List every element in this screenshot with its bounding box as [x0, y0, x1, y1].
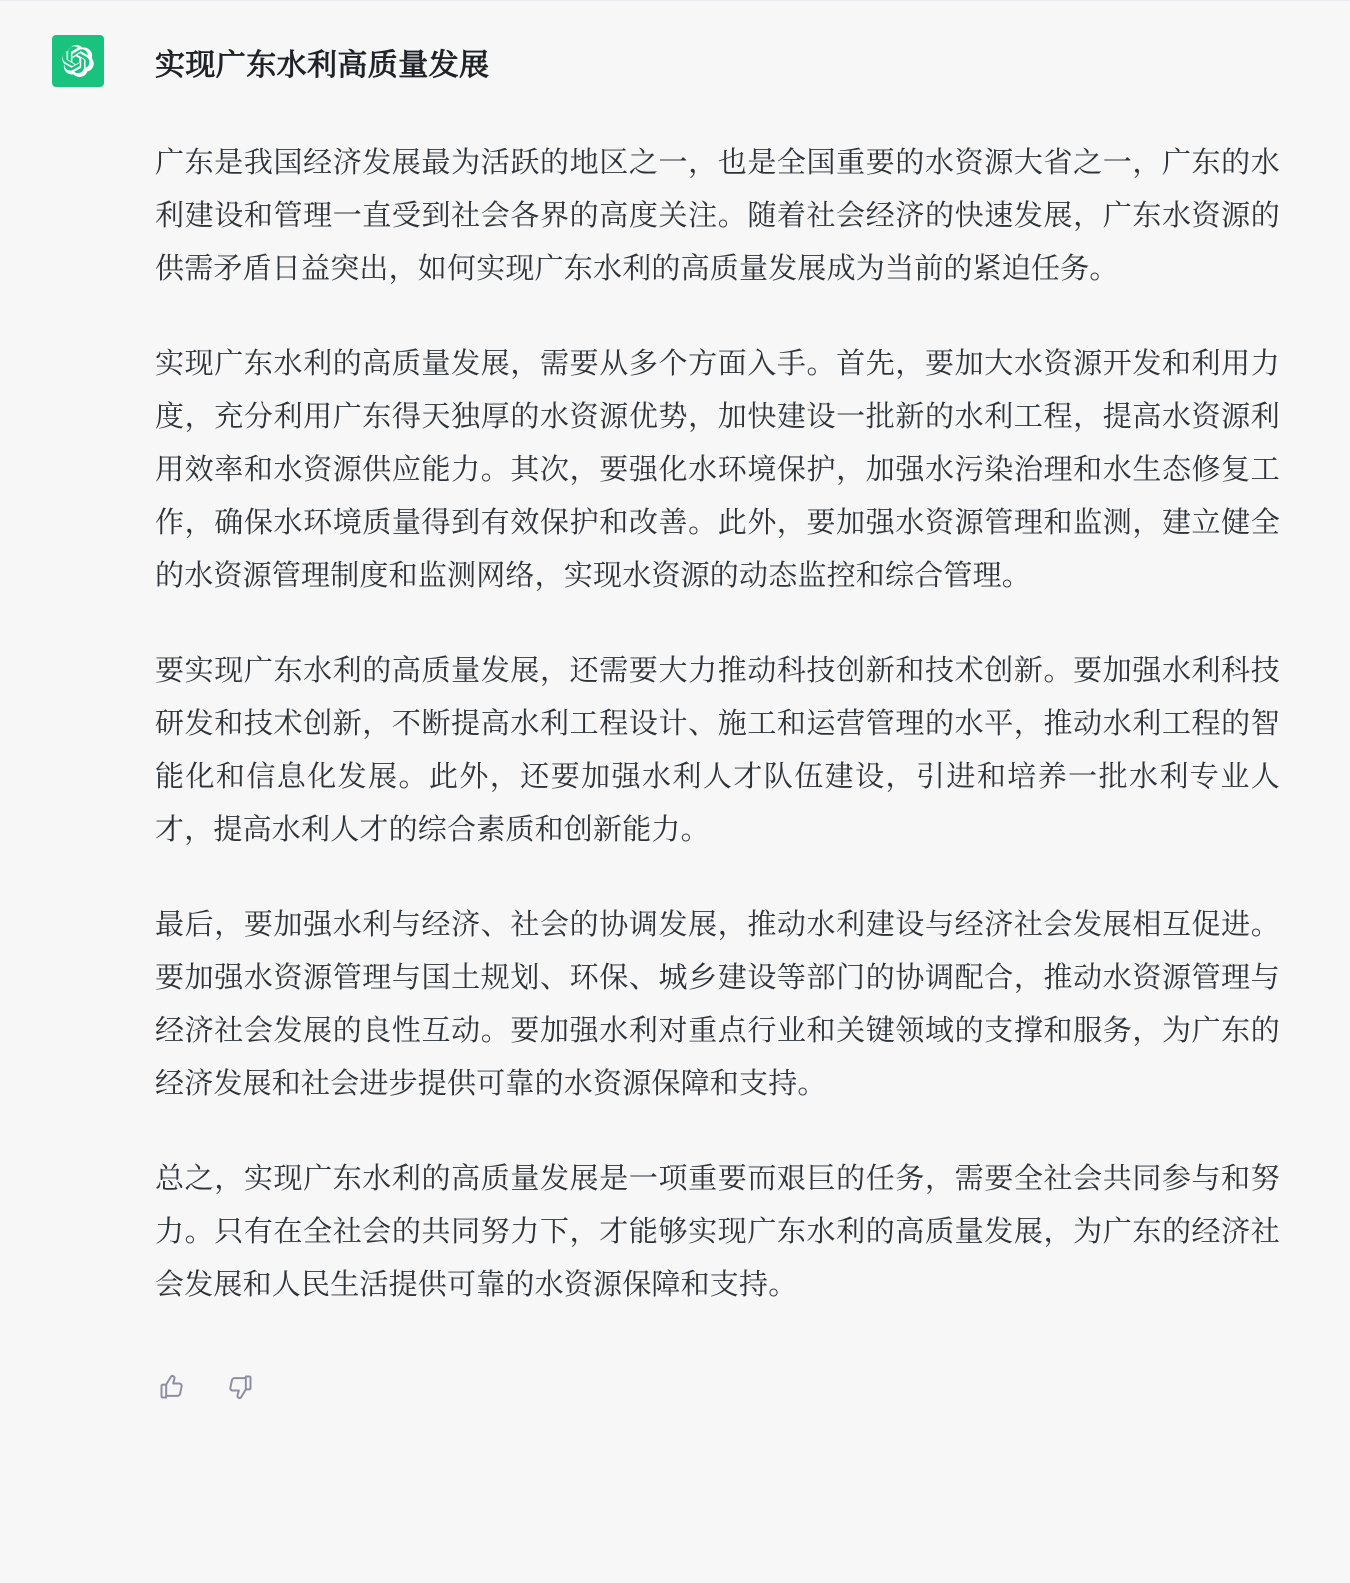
openai-logo-icon	[62, 45, 94, 77]
message-inner	[0, 31, 1350, 1444]
message-paragraph-4: 最后，要加强水利与经济、社会的协调发展，推动水利建设与经济社会发展相互促进。要加强水资源管理与国土规划、环保、城乡建设等部门的协调配合，推动水资源管理与经济社会发展的良性互动。要加强水利对重点行业和关键领域的支撑和服务，为广东的经济发展和社会进步提供可靠的水资源保障和支持。	[155, 909, 1280, 1100]
thumbs-up-icon	[158, 1373, 186, 1401]
thumbs-down-icon	[226, 1373, 254, 1401]
message-paragraph-1: 广东是我国经济发展最为活跃的地区之一，也是全国重要的水资源大省之一，广东的水利建设和管理一直受到社会各界的高度关注。随着社会经济的快速发展，广东水资源的供需矛盾日益突出，如何实现广东水利的高质量发展成为当前的紧迫任务。	[155, 147, 1280, 285]
message-paragraph-3: 要实现广东水利的高质量发展，还需要大力推动科技创新和技术创新。要加强水利科技研发和技术创新，不断提高水利工程设计、施工和运营管理的水平，推动水利工程的智能化和信息化发展。此外，还要加强水利人才队伍建设，引进和培养一批水利专业人才，提高水利人才的综合素质和创新能力。	[155, 655, 1280, 846]
thumbs-up-button[interactable]	[155, 1370, 189, 1404]
message-actions	[155, 1370, 1280, 1444]
thumbs-down-button[interactable]	[223, 1370, 257, 1404]
assistant-avatar	[52, 35, 104, 87]
message-content	[155, 31, 1280, 1444]
message-title: 实现广东水利高质量发展	[155, 49, 490, 82]
message-paragraph-2: 实现广东水利的高质量发展，需要从多个方面入手。首先，要加大水资源开发和利用力度，充分利用广东得天独厚的水资源优势，加快建设一批新的水利工程，提高水资源利用效率和水资源供应能力。其次，要强化水环境保护，加强水污染治理和水生态修复工作，确保水环境质量得到有效保护和改善。此外，要加强水资源管理和监测，建立健全的水资源管理制度和监测网络，实现水资源的动态监控和综合管理。	[155, 348, 1280, 592]
message-paragraph-5: 总之，实现广东水利的高质量发展是一项重要而艰巨的任务，需要全社会共同参与和努力。只有在全社会的共同努力下，才能够实现广东水利的高质量发展，为广东的经济社会发展和人民生活提供可靠的水资源保障和支持。	[155, 1163, 1280, 1301]
